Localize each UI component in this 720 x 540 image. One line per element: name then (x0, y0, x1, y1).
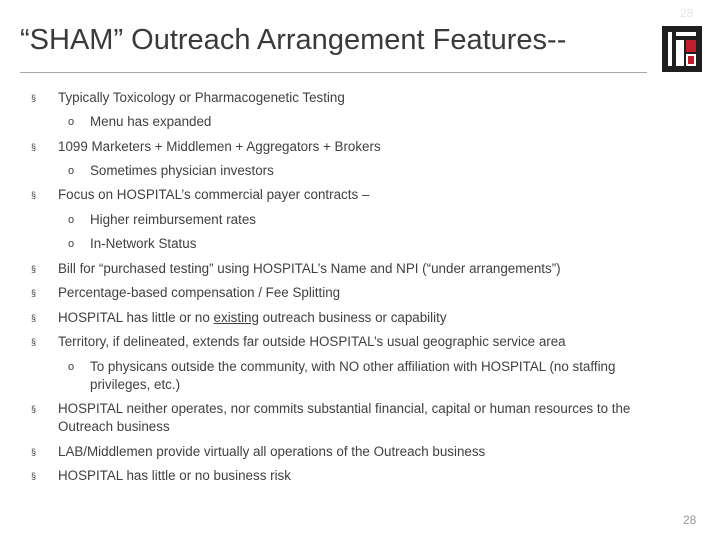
bullet-marker: § (31, 190, 37, 200)
bullet-text: 1099 Marketers + Middlemen + Aggregators + Brokers (58, 139, 381, 154)
sub-bullet-marker: o (68, 116, 75, 128)
bullet-item (31, 400, 678, 436)
bullet-text: HOSPITAL has little or no business risk (58, 468, 291, 483)
bullet-item (31, 443, 678, 461)
bullet-marker: § (31, 264, 37, 274)
sub-bullet-marker: o (68, 238, 75, 250)
bullet-item (31, 284, 678, 302)
bullet-marker: § (31, 404, 37, 414)
sub-bullet-text: Sometimes physician investors (90, 163, 274, 178)
bullet-marker: § (31, 142, 37, 152)
sub-bullet-item (68, 211, 670, 229)
bullet-item (31, 260, 678, 278)
bullet-text-end: outreach business or capability (258, 310, 447, 325)
bullet-marker: § (31, 288, 37, 298)
bullet-text: Focus on HOSPITAL’s commercial payer contracts – (58, 187, 370, 202)
sub-bullet-text: Higher reimbursement rates (90, 212, 256, 227)
bullet-text-start: HOSPITAL has little or no (58, 310, 214, 325)
bullet-item (31, 186, 678, 204)
bullet-item (31, 89, 678, 107)
sub-bullet-item (68, 358, 670, 394)
bullet-marker: § (31, 447, 37, 457)
bullet-text: HOSPITAL neither operates, nor commits substantial financial, capital or human resources to the Outreach business (58, 401, 631, 434)
slide-page-number: 28 (683, 513, 697, 527)
bullet-item (31, 138, 678, 156)
sub-bullet-marker: o (68, 165, 75, 177)
bullet-text: Territory, if delineated, extends far outside HOSPITAL’s usual geographic service area (58, 334, 566, 349)
bullet-text: Percentage-based compensation / Fee Splitting (58, 285, 341, 300)
sub-bullet-item (68, 235, 670, 253)
sub-bullet-item (68, 113, 670, 131)
faint-slide-number: 28 (680, 6, 694, 20)
bullet-text: Bill for “purchased testing” using HOSPITAL’s Name and NPI (“under arrangements”) (58, 261, 561, 276)
underlined-word: existing (213, 310, 259, 325)
sub-bullet-marker: o (68, 214, 75, 226)
bullet-marker: § (31, 337, 37, 347)
sub-bullet-text: In-Network Status (90, 236, 197, 251)
bullet-item (31, 467, 678, 485)
bullet-text (58, 309, 678, 327)
slide-title: “SHAM” Outreach Arrangement Features-- (20, 24, 567, 56)
sub-bullet-marker: o (68, 361, 75, 373)
bullet-text: LAB/Middlemen provide virtually all operations of the Outreach business (58, 444, 486, 459)
bullet-text: Typically Toxicology or Pharmacogenetic Testing (58, 90, 345, 105)
bullet-marker: § (31, 471, 37, 481)
sub-bullet-text: Menu has expanded (90, 114, 212, 129)
bullet-marker: § (31, 93, 37, 103)
sub-bullet-text: To physicans outside the community, with NO other affiliation with HOSPITAL (no staffing privileges, etc.) (90, 359, 616, 392)
bullet-item (31, 309, 678, 327)
bullet-item (31, 333, 678, 351)
bullet-marker: § (31, 313, 37, 323)
sub-bullet-item (68, 162, 670, 180)
